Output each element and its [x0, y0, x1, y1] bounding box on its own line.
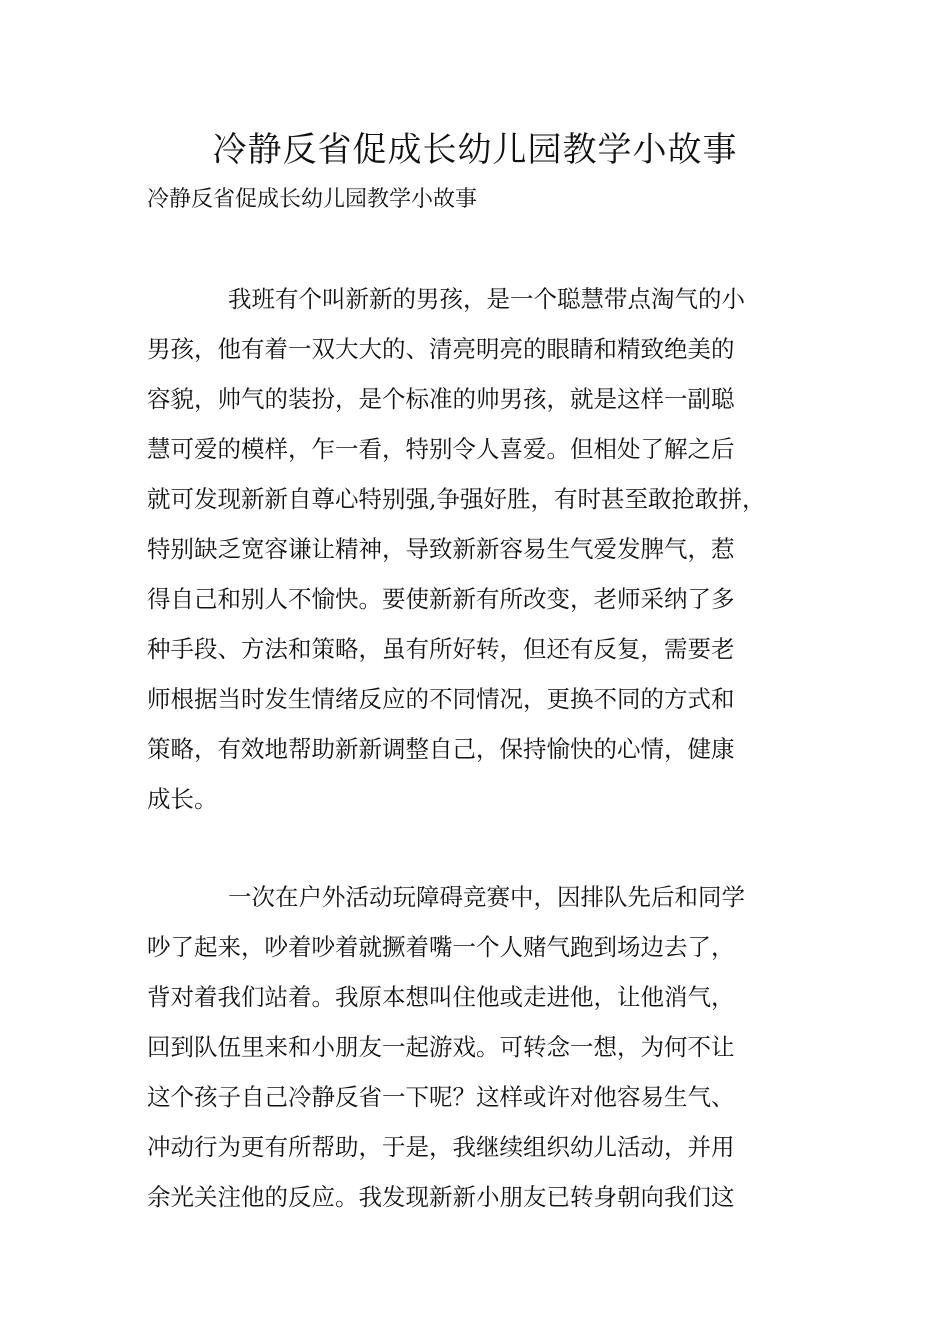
paragraph-line: 这个孩子自己冷静反省一下呢？这样或许对他容易生气、 — [147, 1083, 735, 1111]
paragraph-line: 特别缺乏宽容谦让精神，导致新新容易生气爱发脾气，惹 — [147, 535, 735, 563]
paragraph-line: 冲动行为更有所帮助，于是，我继续组织幼儿活动，并用 — [147, 1133, 735, 1161]
paragraph-line: 吵了起来，吵着吵着就撅着嘴一个人赌气跑到场边去了， — [147, 933, 735, 961]
document-title: 冷静反省促成长幼儿园教学小故事 — [212, 130, 738, 170]
paragraph-line: 回到队伍里来和小朋友一起游戏。可转念一想，为何不让 — [147, 1033, 735, 1061]
paragraph-line: 师根据当时发生情绪反应的不同情况，更换不同的方式和 — [147, 685, 735, 713]
paragraph-line: 我班有个叫新新的男孩，是一个聪慧带点淘气的小 — [228, 285, 745, 313]
paragraph-line: 余光关注他的反应。我发现新新小朋友已转身朝向我们这 — [147, 1183, 735, 1211]
paragraph-line: 慧可爱的模样，乍一看，特别令人喜爱。但相处了解之后 — [147, 435, 735, 463]
paragraph-line: 男孩，他有着一双大大的、清亮明亮的眼睛和精致绝美的 — [147, 335, 735, 363]
paragraph-line: 成长。 — [147, 785, 218, 813]
paragraph-line: 一次在户外活动玩障碍竞赛中，因排队先后和同学 — [228, 883, 745, 911]
paragraph-line: 得自己和别人不愉快。要使新新有所改变，老师采纳了多 — [147, 585, 735, 613]
paragraph-2 — [147, 872, 837, 1222]
paragraph-1 — [147, 274, 837, 824]
paragraph-line: 容貌，帅气的装扮，是个标准的帅男孩，就是这样一副聪 — [147, 385, 735, 413]
paragraph-line: 种手段、方法和策略，虽有所好转，但还有反复，需要老 — [147, 635, 735, 663]
paragraph-line: 策略，有效地帮助新新调整自己，保持愉快的心情，健康 — [147, 735, 735, 763]
paragraph-line: 背对着我们站着。我原本想叫住他或走进他，让他消气， — [147, 983, 735, 1011]
paragraph-line: 就可发现新新自尊心特别强,争强好胜，有时甚至敢抢敢拼， — [147, 485, 766, 513]
document-subtitle: 冷静反省促成长幼儿园教学小故事 — [147, 187, 478, 212]
